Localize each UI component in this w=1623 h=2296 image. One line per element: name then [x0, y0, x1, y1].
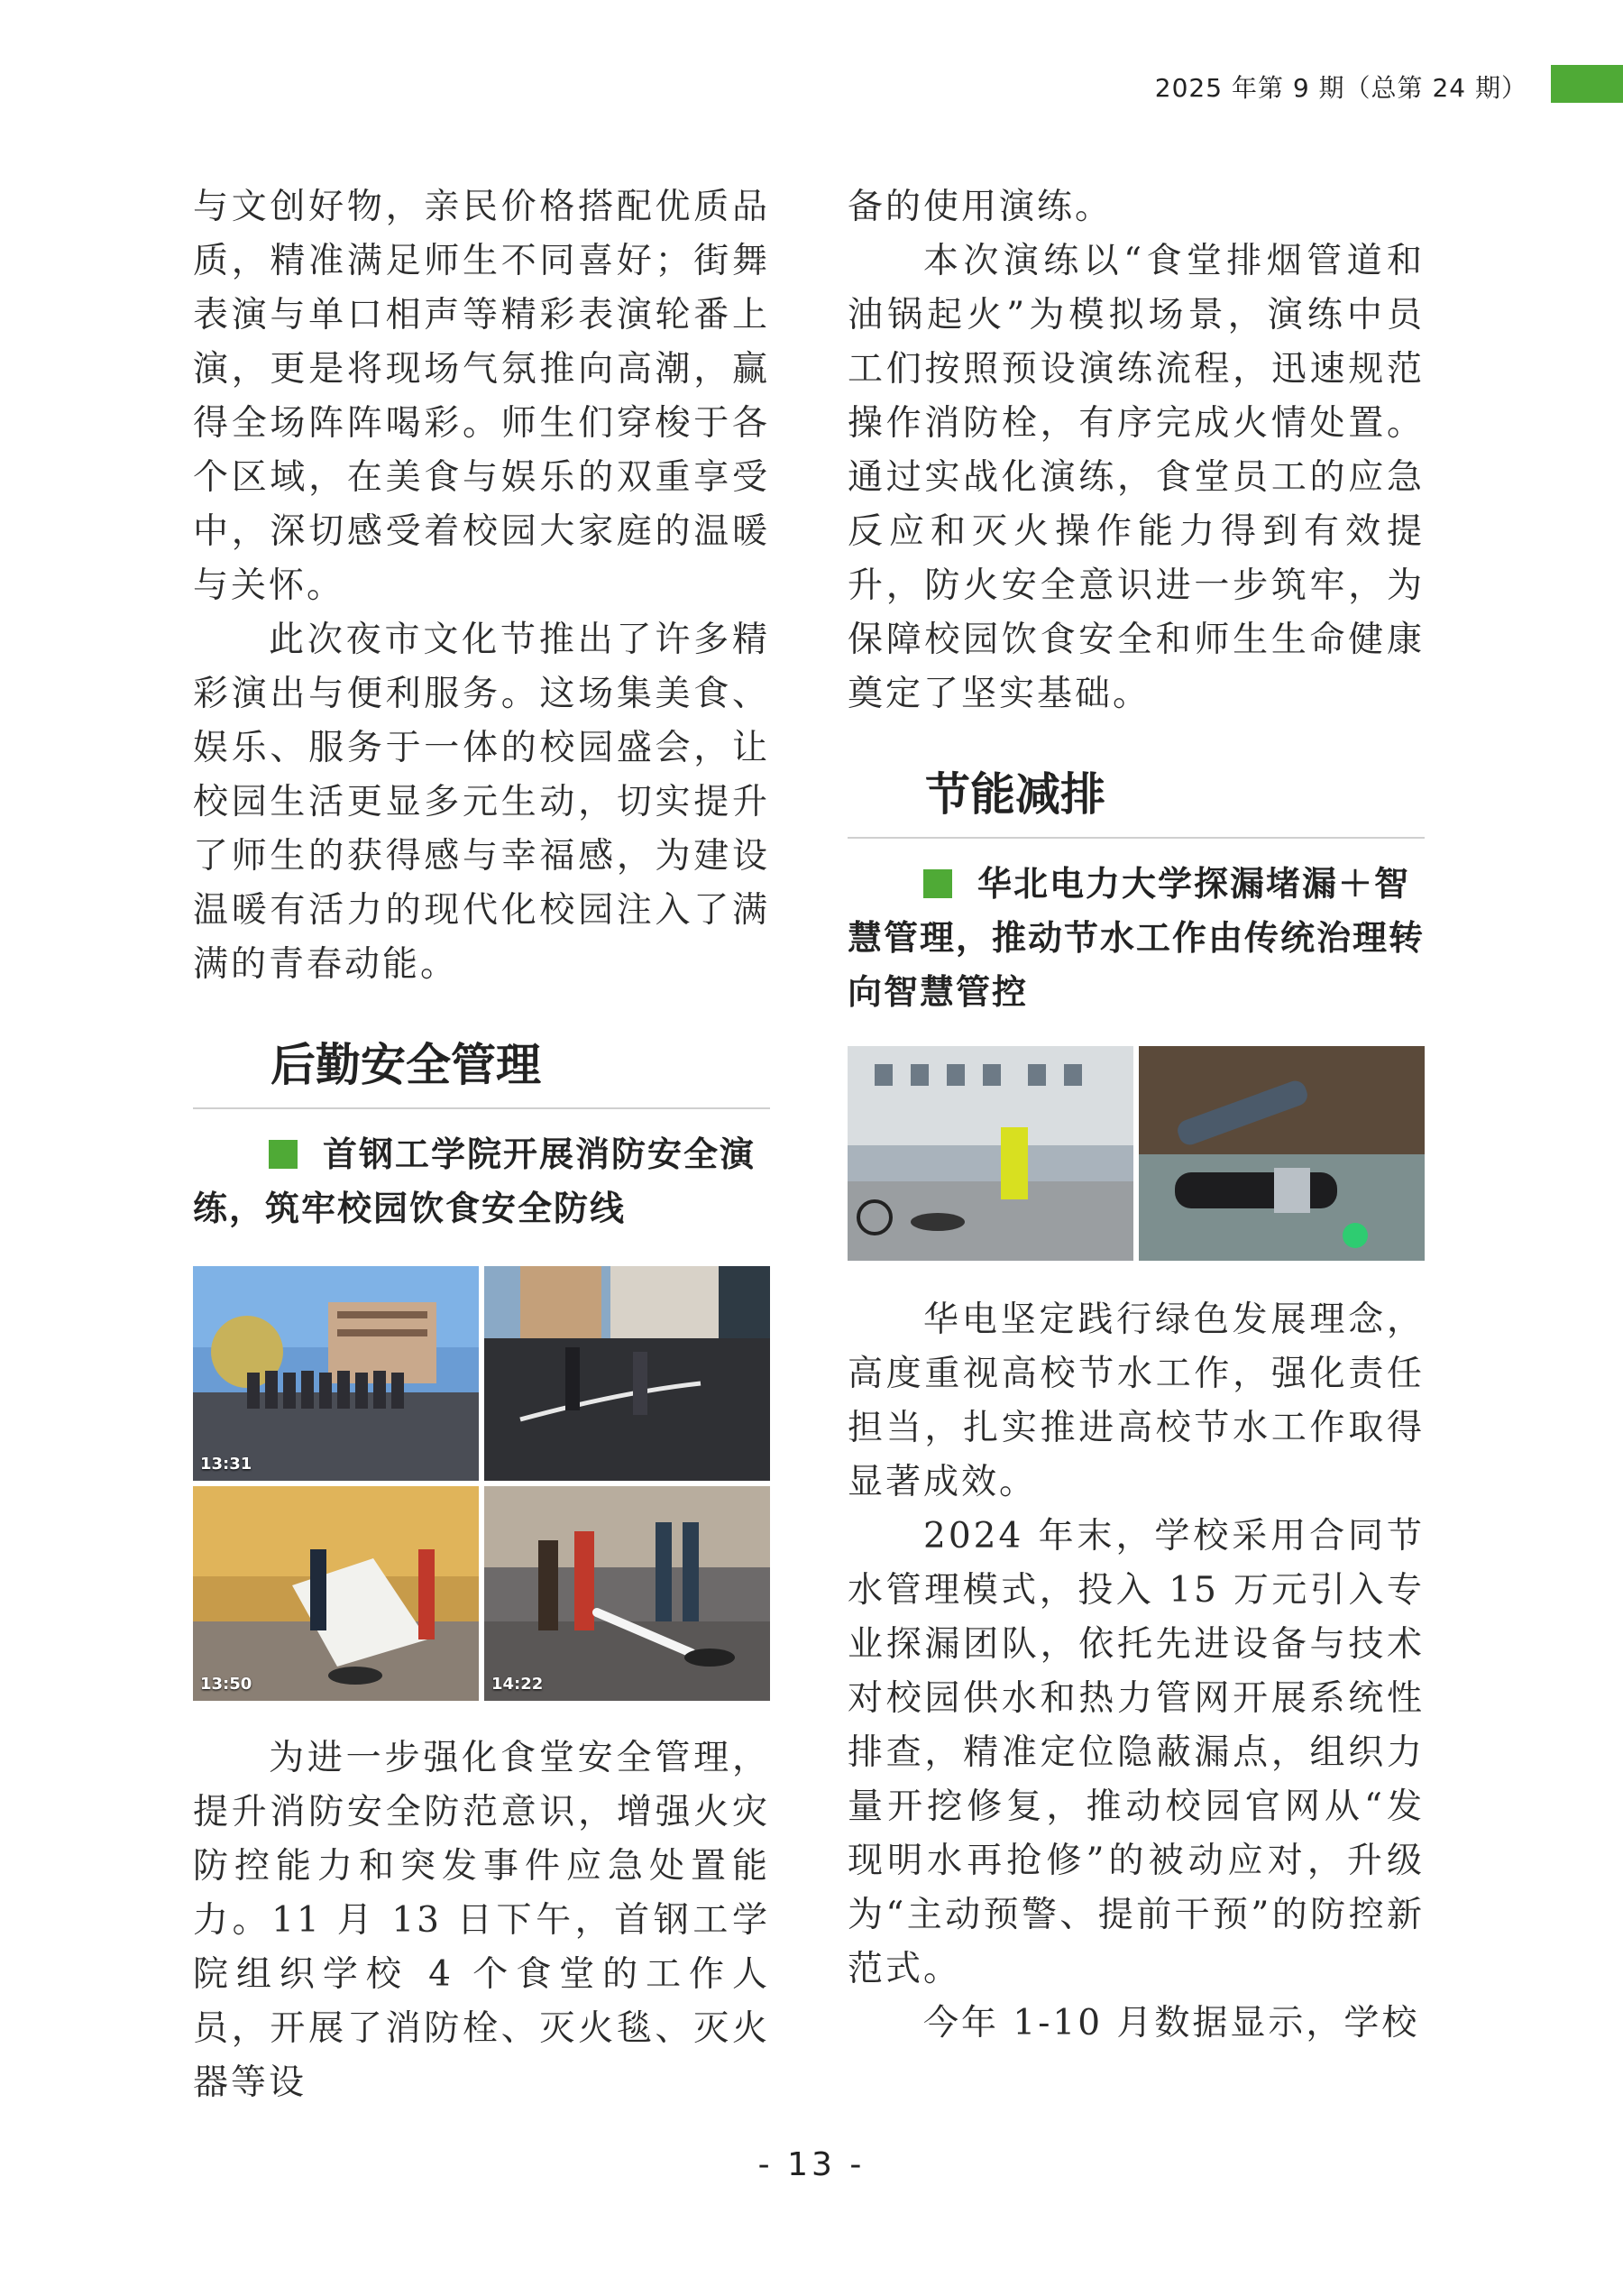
fire-drill-photo-grid — [193, 1266, 770, 1701]
left-column — [193, 180, 770, 2110]
left-paragraph-3: 为进一步强化食堂安全管理，提升消防安全防范意识，增强火灾防控能力和突发事件应急处置能力。11 月 13 日下午，首钢工学院组织学校 4 个食堂的工作人员，开展了消防栓、灭火毯、灭火器等设 — [193, 1738, 770, 2103]
subhead-text: 首钢工学院开展消防安全演练，筑牢校园饮食安全防线 — [193, 1134, 756, 1228]
photo-timestamp: 13:31 — [200, 1455, 252, 1474]
right-column — [848, 180, 1425, 2051]
right-paragraph-4: 2024 年末，学校采用合同节水管理模式，投入 15 万元引入专业探漏团队，依托先进设备与技术对校园供水和热力管网开展系统性排查，精准定位隐蔽漏点，组织力量开挖修复，推动校园官网从“发现明水再抢修”的被动应对，升级为“主动预警、提前干预”的防控新范式。 — [848, 1516, 1425, 1989]
right-paragraph-3: 华电坚定践行绿色发展理念，高度重视高校节水工作，强化责任担当，扎实推进高校节水工作取得显著成效。 — [848, 1300, 1425, 1502]
photo-group-staff — [193, 1266, 479, 1481]
article-subhead-water-saving — [848, 857, 1425, 1019]
left-paragraph-1: 与文创好物，亲民价格搭配优质品质，精准满足师生不同喜好；街舞表演与单口相声等精彩表演轮番上演，更是将现场气氛推向高潮，赢得全场阵阵喝彩。师生们穿梭于各个区域，在美食与娱乐的双重享受中，深切感受着校园大家庭的温暖与关怀。 — [193, 187, 770, 606]
right-paragraph-5: 今年 1-10 月数据显示，学校 — [923, 2003, 1420, 2043]
photo-timestamp: 13:50 — [200, 1675, 252, 1694]
left-paragraph-2: 此次夜市文化节推出了许多精彩演出与便利服务。这场集美食、娱乐、服务于一体的校园盛会，让校园生活更显多元生动，切实提升了师生的获得感与幸福感，为建设温暖有活力的现代化校园注入了满满的青春动能。 — [193, 620, 770, 985]
right-paragraph-1: 备的使用演练。 — [848, 187, 1114, 227]
water-leak-photo-row — [848, 1046, 1425, 1261]
article-subhead-fire-drill — [193, 1127, 770, 1235]
page-number: - 13 - — [757, 2146, 866, 2183]
photo-fire-extinguisher — [484, 1486, 770, 1701]
photo-fire-hose — [484, 1266, 770, 1481]
photo-leak-inspection — [848, 1046, 1133, 1261]
issue-label: 2025 年第 9 期（总第 24 期） — [1154, 73, 1527, 103]
right-paragraph-2: 本次演练以“食堂排烟管道和油锅起火”为模拟场景，演练中员工们按照预设演练流程，迅速规范操作消防栓，有序完成火情处置。通过实战化演练，食堂员工的应急反应和灭火操作能力得到有效提升，防火安全意识进一步筑牢，为保障校园饮食安全和师生生命健康奠定了坚实基础。 — [848, 241, 1425, 714]
bullet-square-icon — [923, 869, 952, 898]
section-title-logistics-safety: 后勤安全管理 — [193, 1033, 770, 1109]
subhead-text: 华北电力大学探漏堵漏＋智慧管理，推动节水工作由传统治理转向智慧管控 — [848, 864, 1426, 1012]
photo-fire-blanket — [193, 1486, 479, 1701]
photo-pipe-repair — [1139, 1046, 1425, 1261]
header-accent-bar — [1551, 65, 1623, 103]
bullet-square-icon — [269, 1140, 298, 1169]
section-title-energy-saving: 节能减排 — [848, 763, 1425, 839]
photo-timestamp: 14:22 — [491, 1675, 544, 1694]
